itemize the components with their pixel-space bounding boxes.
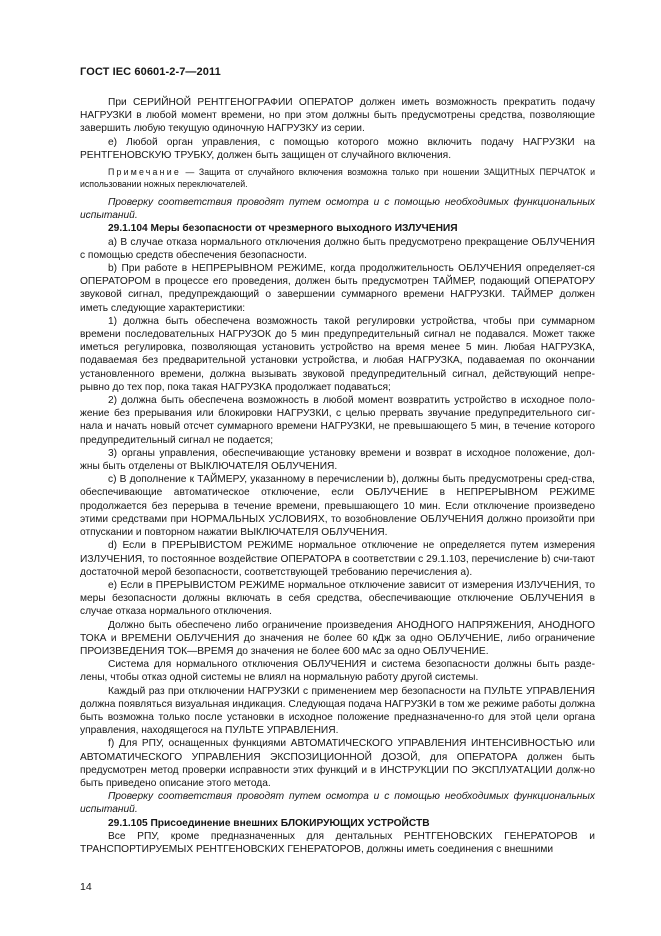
paragraph: d) Если в ПРЕРЫВИСТОМ РЕЖИМЕ нормальное отключение не определяется путем измерения ИЗЛУЧЕНИЯ, то постоянное воздействие ОПЕРАТОРА в соответствии с 29.1.103, перечисление b) счи-тают достаточной мерой безопасности, соответствующей требованию перечисления а). xyxy=(80,540,595,578)
paragraph: Все РПУ, кроме предназначенных для дентальных РЕНТГЕНОВСКИХ ГЕНЕРАТОРОВ и ТРАНСПОРТИРУЕМЫХ РЕНТГЕНОВСКИХ ГЕНЕРАТОРОВ, должны иметь соединения с внешними xyxy=(80,830,595,855)
paragraph: Должно быть обеспечено либо ограничение произведения АНОДНОГО НАПРЯЖЕНИЯ, АНОДНОГО ТОКА и ВРЕМЕНИ ОБЛУЧЕНИЯ до значения не более 60 кДж за одно ОБЛУЧЕНИЕ, либо ограничение ПРОИЗВЕДЕНИЯ ТОК—ВРЕМЯ до значения не более 600 мАс за одно ОБЛУЧЕНИЕ. xyxy=(80,619,595,657)
paragraph: 1) должна быть обеспечена возможность такой регулировки устройства, чтобы при суммарном времени последовательных НАГРУЗОК до 5 мин предупредительный сигнал не подавался. Может также иметься регулировка, позволяющая установить устройство на время менее 5 мин. Любая НАГРУЗКА, подаваемая без предварительной установки устройства, и любая НАГРУЗКА, подаваемая по окончании установленного времени, должна вызывать звуковой предупредительный сигнал, действующий непре-рывно до тех пор, пока такая НАГРУЗКА продолжает подаваться; xyxy=(80,315,595,393)
paragraph: Каждый раз при отключении НАГРУЗКИ с применением мер безопасности на ПУЛЬТЕ УПРАВЛЕНИЯ должна появляться визуальная индикация. Следующая подача НАГРУЗКИ в том же режиме работы должна быть возможна только после установки в исходное положение предназначенно-го для этой цели органа управления, находящегося на ПУЛЬТЕ УПРАВЛЕНИЯ. xyxy=(80,685,595,737)
paragraph: с) В дополнение к ТАЙМЕРУ, указанному в перечислении b), должны быть предусмотрены сред-ства, обеспечивающие автоматическое отключение, если ОБЛУЧЕНИЕ в НЕПРЕРЫВНОМ РЕЖИМЕ продолжается без перерыва в течение времени, превышающего 10 мин. Если отключение произведено этими средствами при НОРМАЛЬНЫХ УСЛОВИЯХ, то возобновление ОБЛУЧЕНИЯ должно произойти при отпускании и повторном нажатии ВЫКЛЮЧАТЕЛЯ ОБЛУЧЕНИЯ. xyxy=(80,474,595,539)
paragraph: 3) органы управления, обеспечивающие установку времени и возврат в исходное положение, дол-жны быть отделены от ВЫКЛЮЧАТЕЛЯ ОБЛУЧЕНИЯ. xyxy=(80,447,595,473)
paragraph: а) В случае отказа нормального отключения должно быть предусмотрено прекращение ОБЛУЧЕНИЯ с помощью средств обеспечения безопасности. xyxy=(80,236,595,261)
paragraph: f) Для РПУ, оснащенных функциями АВТОМАТИЧЕСКОГО УПРАВЛЕНИЯ ИНТЕНСИВНОСТЬЮ или АВТОМАТИЧЕСКОГО УПРАВЛЕНИЯ ЭКСПОЗИЦИОННОЙ ДОЗОЙ, для ОПЕРАТОРА должен быть предусмотрен метод проверки исправности этих функций и в ИНСТРУКЦИИ ПО ЭКСПЛУАТАЦИИ долж-но быть приведено описание этого метода. xyxy=(80,738,595,789)
paragraph: Система для нормального отключения ОБЛУЧЕНИЯ и система безопасности должны быть разде-лены, чтобы отказ одной системы не влиял на нормальную работу другой системы. xyxy=(80,659,595,684)
note xyxy=(80,167,595,190)
page-number: 14 xyxy=(80,881,92,893)
document-body xyxy=(80,96,595,856)
paragraph: При СЕРИЙНОЙ РЕНТГЕНОГРАФИИ ОПЕРАТОР должен иметь возможность прекратить подачу НАГРУЗКИ в любой момент времени, но при этом должны быть предусмотрены средства, позволяющие завершить любую текущую одиночную НАГРУЗКУ из серии. xyxy=(80,97,595,135)
note-text: — Защита от случайного включения возможна только при ношении ЗАЩИТНЫХ ПЕРЧАТОК и использовании ножных переключателей. xyxy=(80,167,595,189)
compliance-check: Проверку соответствия проводят путем осмотра и с помощью необходимых функциональных испытаний. xyxy=(80,791,595,816)
paragraph: е) Если в ПРЕРЫВИСТОМ РЕЖИМЕ нормальное отключение зависит от измерения ИЗЛУЧЕНИЯ, то меры безопасности должны включать в себя средства, обеспечивающие отключение ОБЛУЧЕНИЯ в случае отказа нормального отключения. xyxy=(80,579,595,618)
document-header: ГОСТ IEC 60601-2-7—2011 xyxy=(80,66,221,78)
note-label: Примечание xyxy=(108,167,181,178)
section-heading: 29.1.104 Меры безопасности от чрезмерного выходного ИЗЛУЧЕНИЯ xyxy=(108,223,458,235)
compliance-check: Проверку соответствия проводят путем осмотра и с помощью необходимых функциональных испытаний. xyxy=(80,197,595,222)
paragraph: е) Любой орган управления, с помощью которого можно включить подачу НАГРУЗКИ на РЕНТГЕНОВСКУЮ ТРУБКУ, должен быть защищен от случайного включения. xyxy=(80,136,595,161)
paragraph: b) При работе в НЕПРЕРЫВНОМ РЕЖИМЕ, когда продолжительность ОБЛУЧЕНИЯ определяет-ся ОПЕРАТОРОМ в процессе его проведения, должен быть предусмотрен ТАЙМЕР, подающий ОПЕРАТОРУ звуковой сигнал, предупреждающий о завершении суммарного времени НАГРУЗКИ. ТАЙМЕР должен иметь следующие характеристики: xyxy=(80,263,595,314)
paragraph: 2) должна быть обеспечена возможность в любой момент возвратить устройство в исходное поло-жение без прерывания или блокировки НАГРУЗКИ, с целью прервать звучание предупредительного сиг-нала и начать новый отсчет суммарного времени НАГРУЗКИ, не превышающего 5 мин, в течение которого предупредительный сигнал не подается; xyxy=(80,395,595,446)
section-heading: 29.1.105 Присоединение внешних БЛОКИРУЮЩИХ УСТРОЙСТВ xyxy=(108,817,430,829)
